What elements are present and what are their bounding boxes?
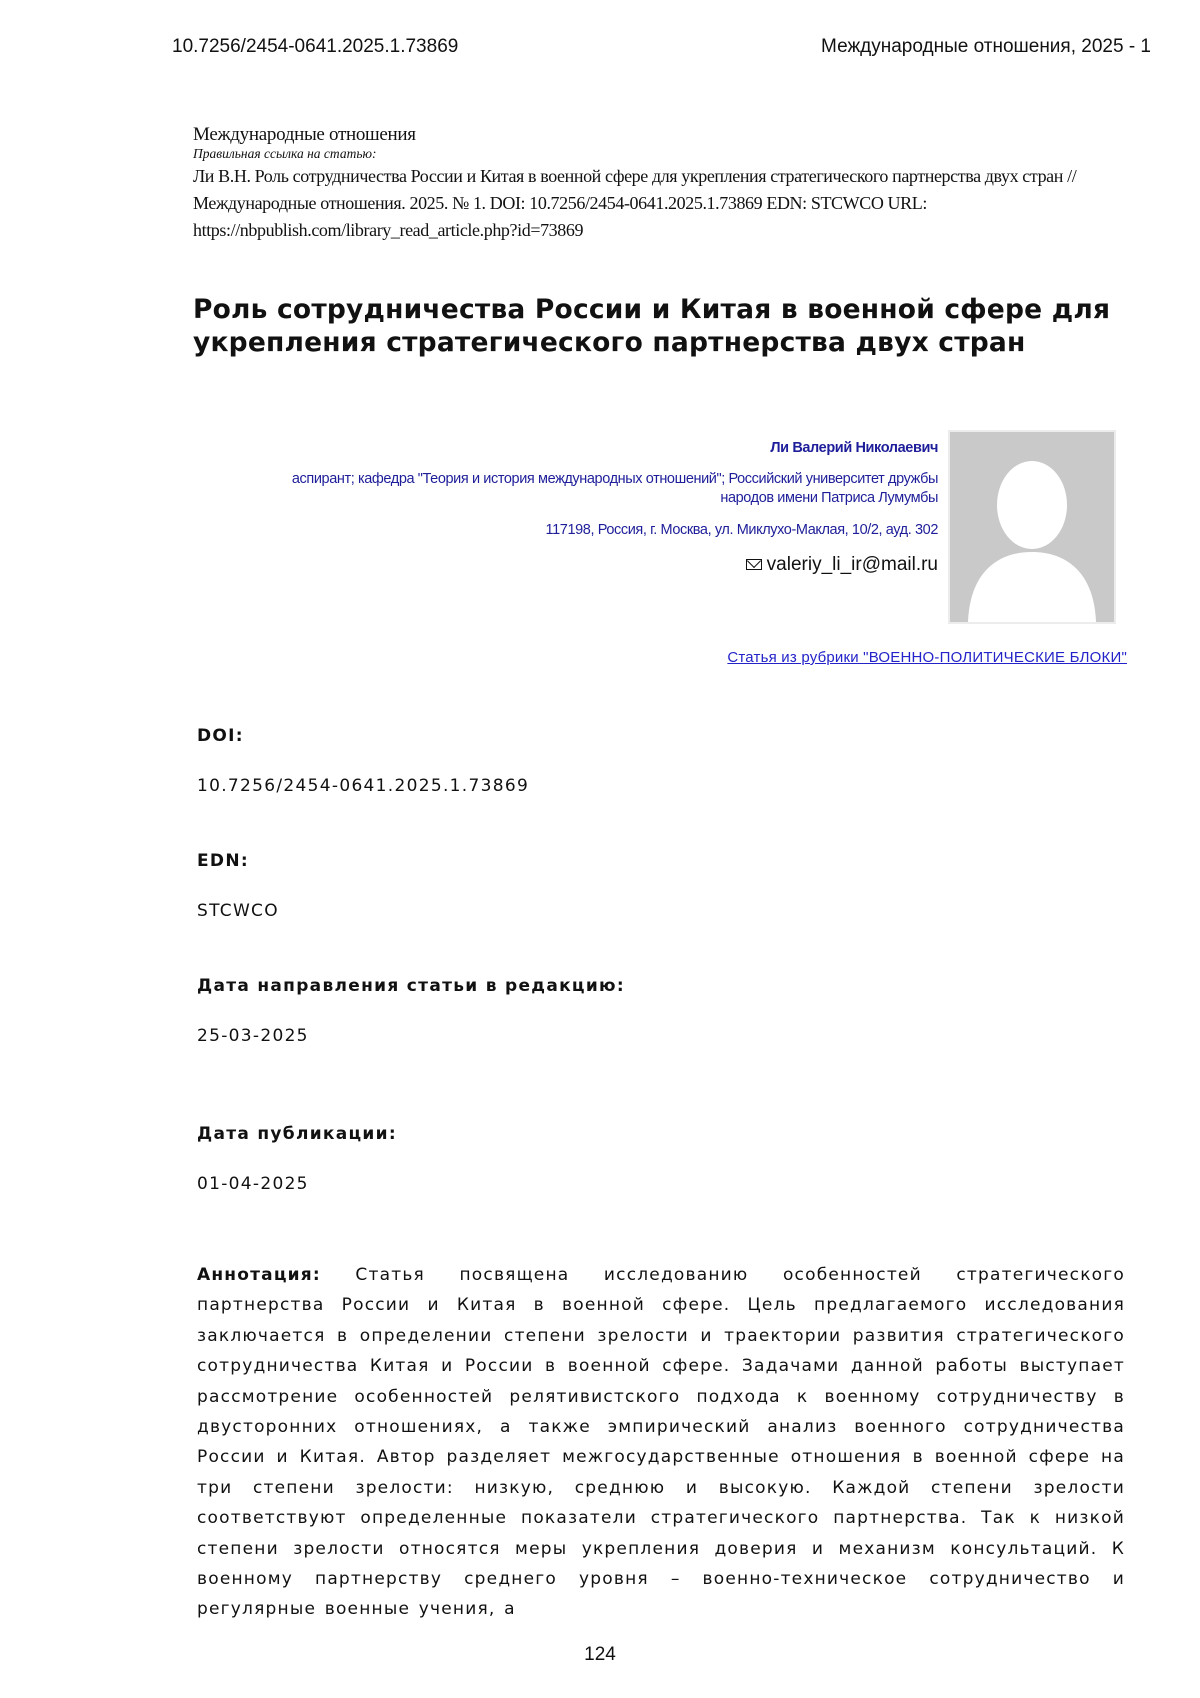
edn-value: STCWCO: [197, 901, 279, 921]
citation-block: [193, 124, 1133, 244]
published-label: Дата публикации:: [197, 1124, 397, 1144]
published-value: 01-04-2025: [197, 1174, 309, 1194]
page-number: 124: [0, 1644, 1200, 1666]
doi-value: 10.7256/2454-0641.2025.1.73869: [197, 776, 529, 796]
author-email-row[interactable]: [220, 554, 938, 576]
author-info: [220, 440, 938, 576]
author-avatar: [948, 430, 1116, 624]
author-affiliation-line1: аспирант; кафедра "Теория и история международных отношений"; Российский университет дружбы: [292, 471, 938, 487]
citation-journal: Международные отношения: [193, 124, 1133, 146]
header-doi: 10.7256/2454-0641.2025.1.73869: [172, 36, 458, 58]
author-name: Ли Валерий Николаевич: [220, 440, 938, 456]
abstract: [197, 1260, 1125, 1625]
article-title: Роль сотрудничества России и Китая в военной сфере для укрепления стратегического партнерства двух стран: [193, 293, 1133, 359]
abstract-text: Статья посвящена исследованию особенностей стратегического партнерства России и Китая в военной сфере. Цель предлагаемого исследования заключается в определении степени зрелости и траектории развития стратегического сотрудничества Китая и России в военной сфере. Задачами данной работы выступает рассмотрение особенностей релятивистского подхода к военному сотрудничеству в двусторонних отношениях, а также эмпирический анализ военного сотрудничества России и Китая. Автор разделяет межгосударственные отношения в военной сфере на три степени зрелости: низкую, среднюю и высокую. Каждой степени зрелости соответствуют определенные показатели стратегического партнерства. Так к низкой степени зрелости относятся меры укрепления доверия и механизм консультаций. К военному партнерству среднего уровня – военно-техническое сотрудничество и регулярные военные учения, а: [197, 1265, 1125, 1619]
envelope-icon: [746, 559, 762, 570]
header-journal-issue: Международные отношения, 2025 - 1: [821, 36, 1151, 58]
doi-label: DOI:: [197, 726, 244, 746]
author-email[interactable]: valeriy_li_ir@mail.ru: [767, 554, 938, 575]
author-address: 117198, Россия, г. Москва, ул. Миклухо-Маклая, 10/2, ауд. 302: [220, 522, 938, 538]
rubric-link[interactable]: Статья из рубрики "ВОЕННО-ПОЛИТИЧЕСКИЕ БЛОКИ": [727, 649, 1127, 666]
submitted-label: Дата направления статьи в редакцию:: [197, 976, 625, 996]
author-affiliation: [220, 470, 938, 508]
running-header: [0, 36, 1200, 66]
submitted-value: 25-03-2025: [197, 1026, 309, 1046]
author-affiliation-line2: народов имени Патриса Лумумбы: [720, 490, 938, 506]
abstract-label: Аннотация:: [197, 1265, 321, 1285]
avatar-silhouette-icon: [950, 432, 1114, 622]
edn-label: EDN:: [197, 851, 249, 871]
citation-label: Правильная ссылка на статью:: [193, 146, 1133, 162]
citation-text: Ли В.Н. Роль сотрудничества России и Китая в военной сфере для укрепления стратегического партнерства двух стран // Международные отношения. 2025. № 1. DOI: 10.7256/2454-0641.2025.1.73869 EDN: STCWCO URL: https://nbpublish.com/library_read_article.php?id=73869: [193, 163, 1133, 244]
